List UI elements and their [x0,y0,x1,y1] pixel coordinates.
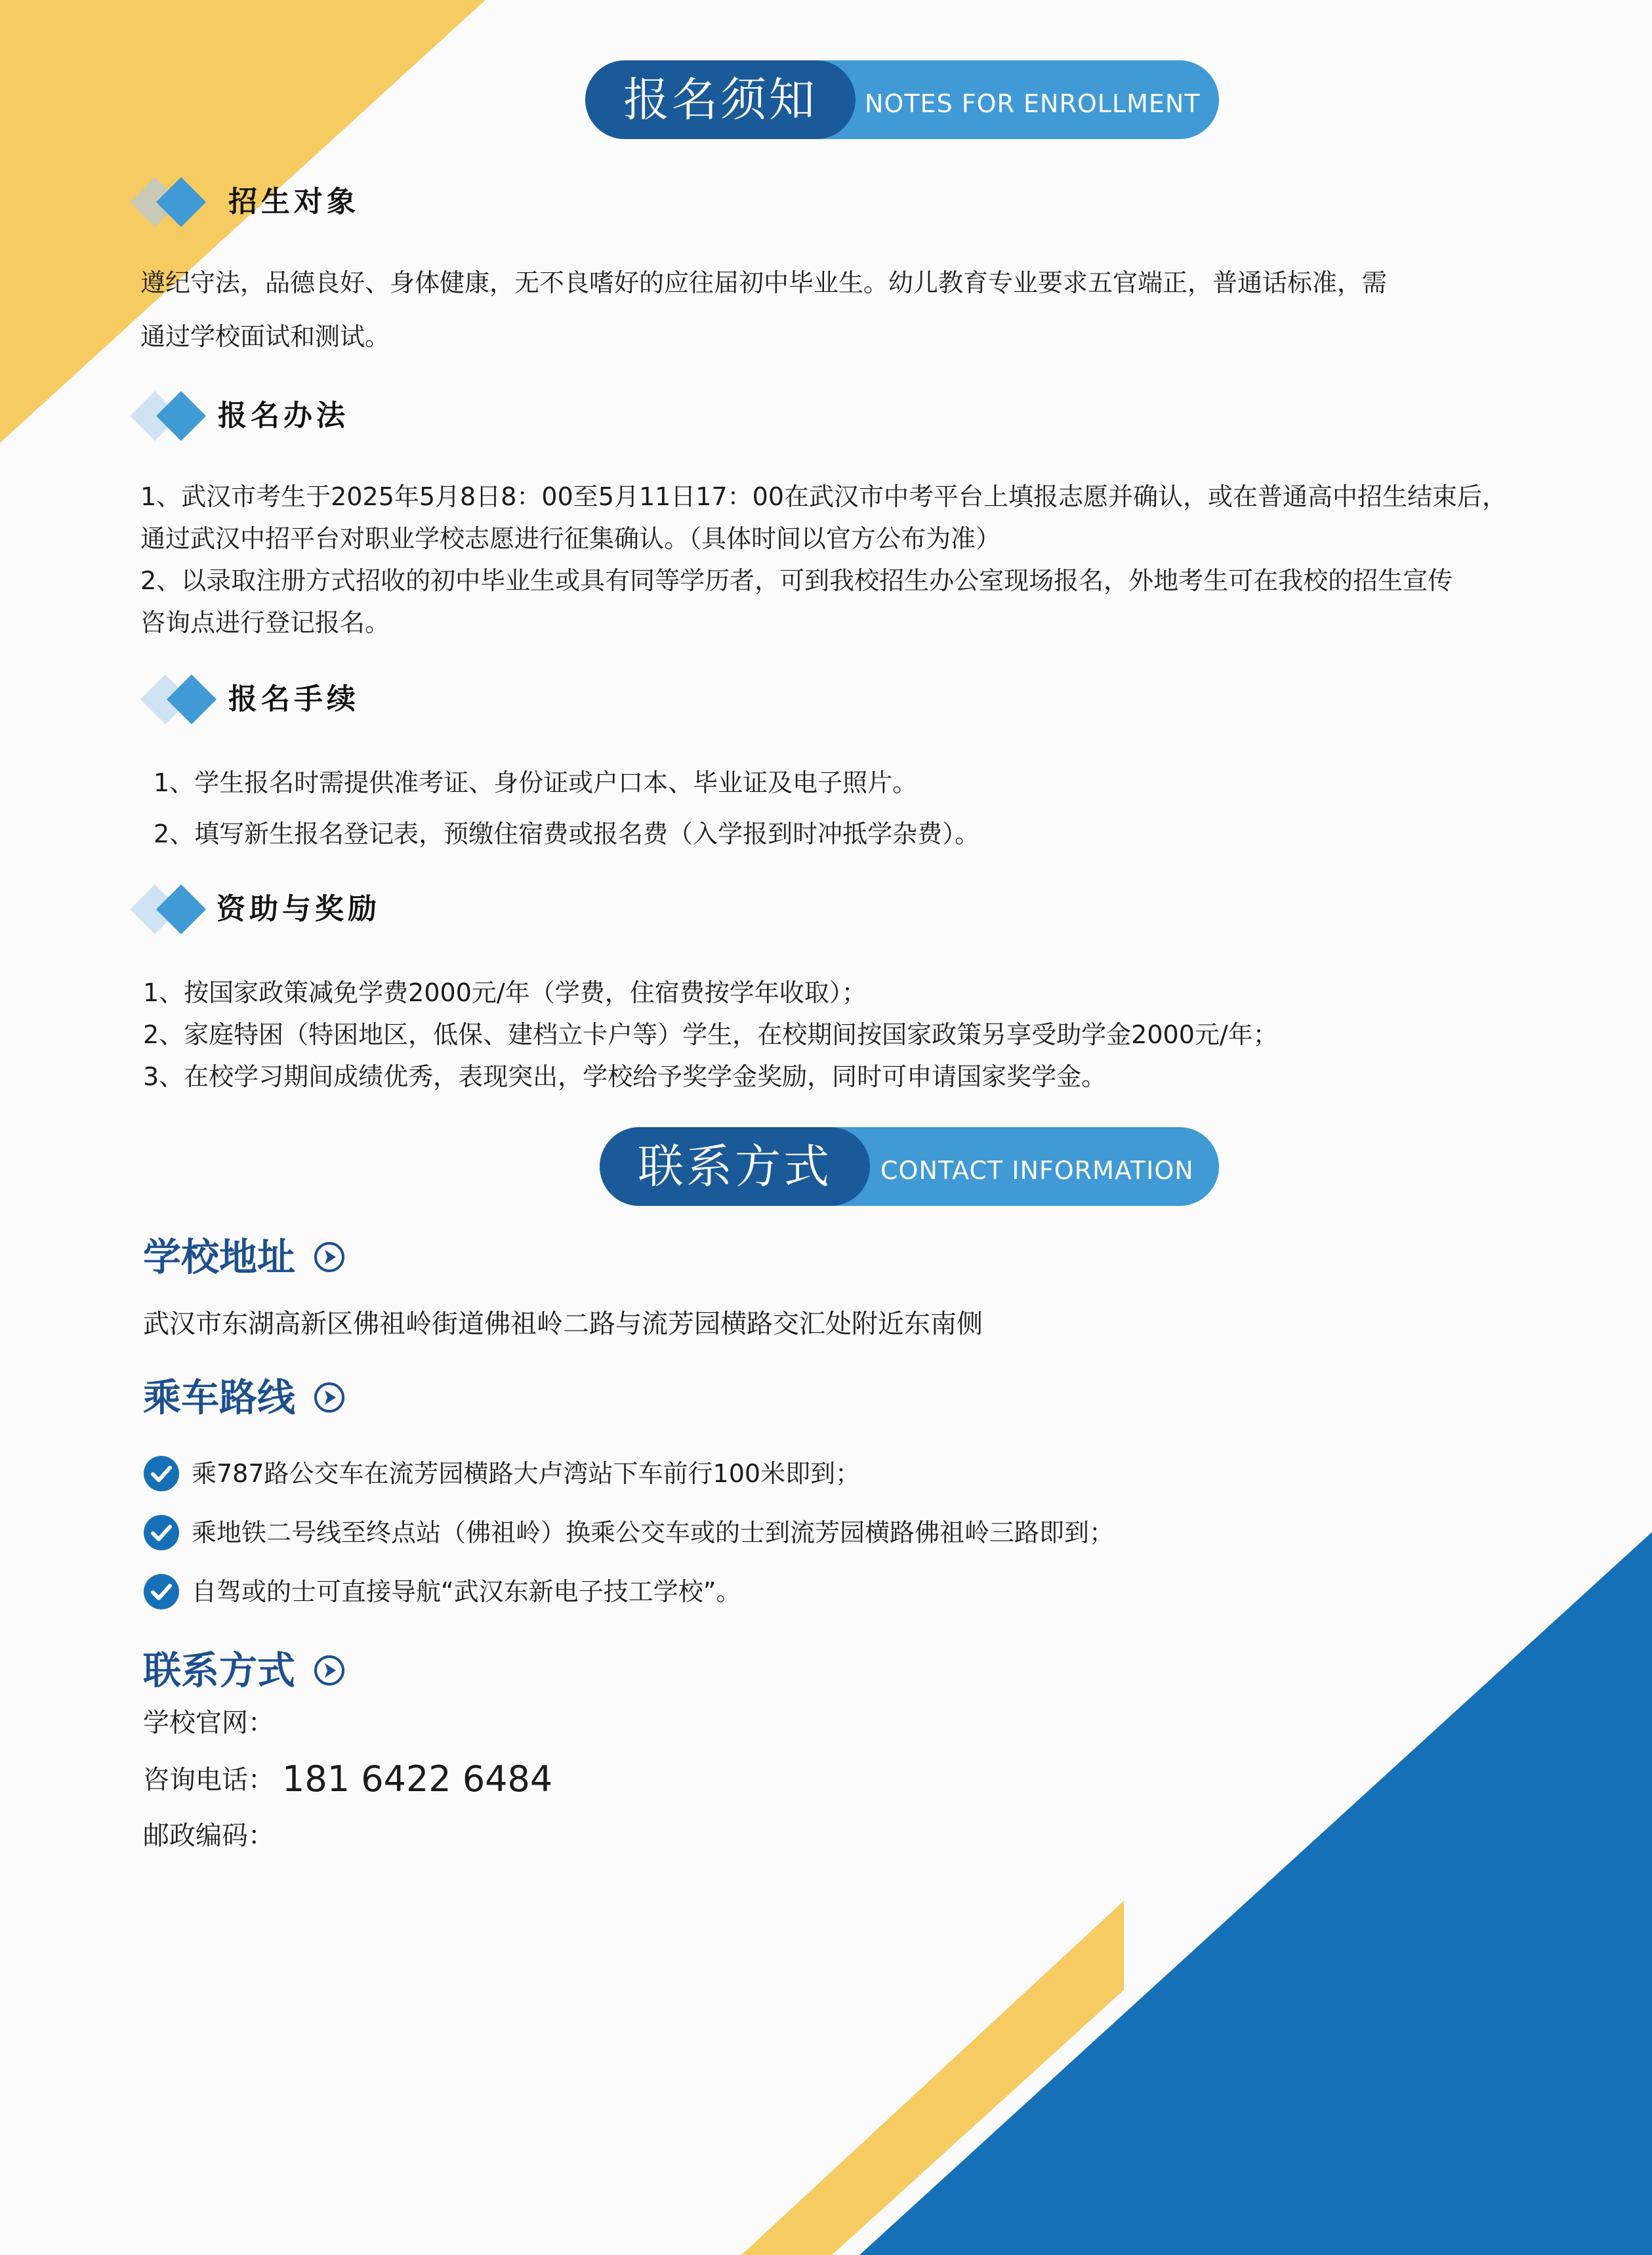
paragraph-line: 通过学校面试和测试。 [140,322,390,351]
arrow-circle-icon [312,1653,346,1687]
arrow-circle-icon [312,1380,346,1415]
contact-title-en: CONTACT INFORMATION [880,1156,1194,1185]
postal-label: 邮政编码： [143,1821,274,1851]
phone-row [143,1760,552,1800]
paragraph-line: 1、学生报名时需提供准考证、身份证或户口本、毕业证及电子照片。 [154,768,918,797]
paragraph-line: 1、按国家政策减免学费2000元/年（学费，住宿费按学年收取）； [143,978,867,1007]
route-text: 乘地铁二号线至终点站（佛祖岭）换乘公交车或的士到流芳园横路佛祖岭三路即到； [192,1518,1115,1547]
diamond-icon [129,883,214,936]
address-heading-label: 学校地址 [143,1234,296,1279]
contact-heading-label: 联系方式 [143,1647,296,1693]
section-heading-label: 招生对象 [228,185,360,218]
section-heading-label: 报名办法 [218,399,349,432]
routes-heading-label: 乘车路线 [143,1375,296,1420]
paragraph-line: 通过武汉中招平台对职业学校志愿进行征集确认。（具体时间以官方公布为准） [140,524,1001,553]
phone-number[interactable]: 181 6422 6484 [282,1758,553,1800]
paragraph-line: 2、填写新生报名登记表，预缴住宿费或报名费（入学报到时冲抵学杂费）。 [154,819,980,848]
contact-header-pill [600,1127,1219,1206]
check-circle-icon [143,1573,180,1610]
paragraph-line: 3、在校学习期间成绩优秀，表现突出，学校给予奖学金奖励，同时可申请国家奖学金。 [143,1062,1107,1091]
diamond-icon [139,673,224,726]
diamond-icon [129,176,214,228]
enrollment-header-pill [585,60,1219,139]
paragraph-line: 2、家庭特困（特困地区，低保、建档立卡户等）学生，在校期间按国家政策另享受助学金2000元/年； [143,1020,1278,1049]
check-circle-icon [143,1455,180,1492]
routes-heading [143,1369,346,1421]
paragraph-line: 遵纪守法，品德良好、身体健康，无不良嗜好的应往届初中毕业生。幼儿教育专业要求五官端正，普通话标准，需 [140,268,1388,297]
check-circle-icon [143,1514,180,1551]
paragraph-line: 1、武汉市考生于2025年5月8日8：00至5月11日17：00在武汉市中考平台上填报志愿并确认，或在普通高中招生结束后， [140,482,1508,511]
address-heading [143,1228,346,1281]
enrollment-title-cn: 报名须知 [585,60,856,139]
diamond-icon [129,390,214,442]
phone-label: 咨询电话： [143,1765,274,1795]
route-text: 乘787路公交车在流芳园横路大卢湾站下车前行100米即到； [192,1459,861,1488]
paragraph-line: 2、以录取注册方式招收的初中毕业生或具有同等学历者，可到我校招生办公室现场报名，外地考生可在我校的招生宣传 [140,566,1453,595]
website-label: 学校官网： [143,1708,274,1738]
postal-row [143,1816,274,1855]
arrow-circle-icon [312,1240,346,1274]
paragraph-line: 咨询点进行登记报名。 [140,608,390,637]
contact-heading [143,1642,346,1694]
school-address: 武汉市东湖高新区佛祖岭街道佛祖岭二路与流芳园横路交汇处附近东南侧 [143,1309,983,1339]
enrollment-title-en: NOTES FOR ENROLLMENT [865,89,1201,118]
website-row [143,1703,274,1743]
contact-title-cn: 联系方式 [600,1127,870,1206]
route-text: 自驾或的士可直接导航“武汉东新电子技工学校”。 [192,1577,741,1606]
section-heading-label: 报名手续 [228,682,360,716]
section-heading-label: 资助与奖励 [217,892,381,926]
